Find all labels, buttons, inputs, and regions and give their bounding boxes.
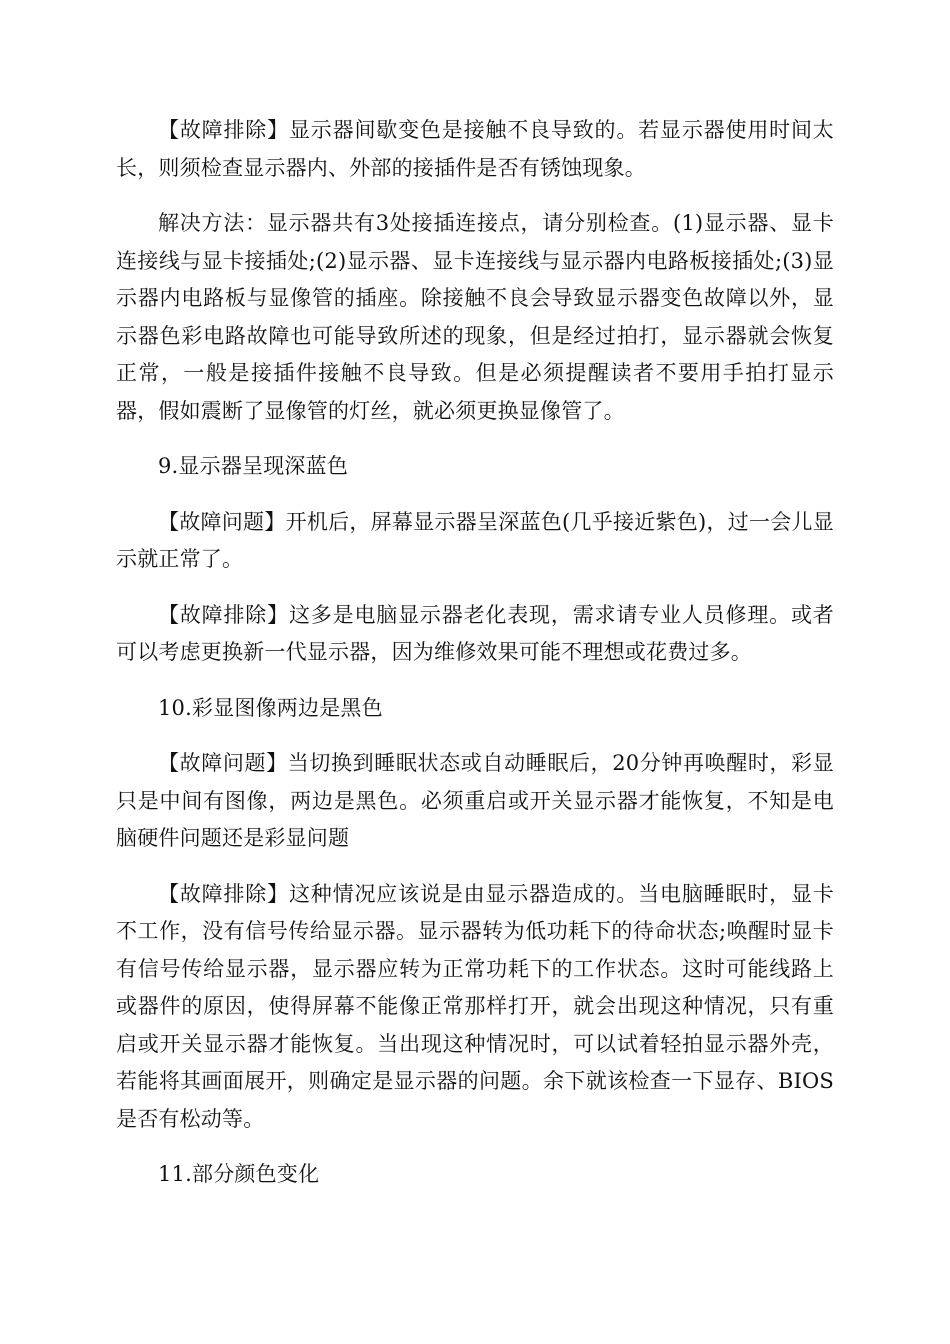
- section-heading-10: 10.彩显图像两边是黑色: [158, 695, 383, 720]
- document-body: [116, 112, 834, 1212]
- paragraph-fault-fix-sleep-wake: 【故障排除】这种情况应该说是由显示器造成的。当电脑睡眠时，显卡不工作，没有信号传给显示器。显示器转为低功耗下的待命状态;唤醒时显卡有信号传给显示器，显示器应转为正常功耗下的工作状态。这时可能线路上或器件的原因，使得屏幕不能像正常那样打开，就会出现这种情况，只有重启或开关显示器才能恢复。当出现这种情况时，可以试着轻拍显示器外壳，若能将其画面展开，则确定是显示器的问题。余下就该检查一下显存、BIOS是否有松动等。: [116, 881, 834, 1131]
- paragraph-fault-problem-black-sides: 【故障问题】当切换到睡眠状态或自动睡眠后，20分钟再唤醒时，彩显只是中间有图像，两边是黑色。必须重启或开关显示器才能恢复，不知是电脑硬件问题还是彩显问题: [116, 751, 834, 850]
- paragraph-fault-problem-deep-blue: 【故障问题】开机后，屏幕显示器呈深蓝色(几乎接近紫色)，过一会儿显示就正常了。: [116, 509, 834, 571]
- paragraph-solution-method: 解决方法：显示器共有3处接插连接点，请分别检查。(1)显示器、显卡连接线与显卡接插处;(2)显示器、显卡连接线与显示器内电路板接插处;(3)显示器内电路板与显像管的插座。除接触不良会导致显示器变色故障以外，显示器色彩电路故障也可能导致所述的现象，但是经过拍打，显示器就会恢复正常，一般是接插件接触不良导致。但是必须提醒读者不要用手拍打显示器，假如震断了显像管的灯丝，就必须更换显像管了。: [116, 211, 834, 423]
- paragraph-fault-fix-aging: 【故障排除】这多是电脑显示器老化表现，需求请专业人员修理。或者可以考虑更换新一代显示器，因为维修效果可能不理想或花费过多。: [116, 602, 834, 664]
- section-heading-9: 9.显示器呈现深蓝色: [158, 454, 349, 478]
- section-heading-11: 11.部分颜色变化: [158, 1162, 320, 1186]
- paragraph-fault-fix-intermittent-color: 【故障排除】显示器间歇变色是接触不良导致的。若显示器使用时间太长，则须检查显示器内、外部的接插件是否有锈蚀现象。: [116, 118, 834, 180]
